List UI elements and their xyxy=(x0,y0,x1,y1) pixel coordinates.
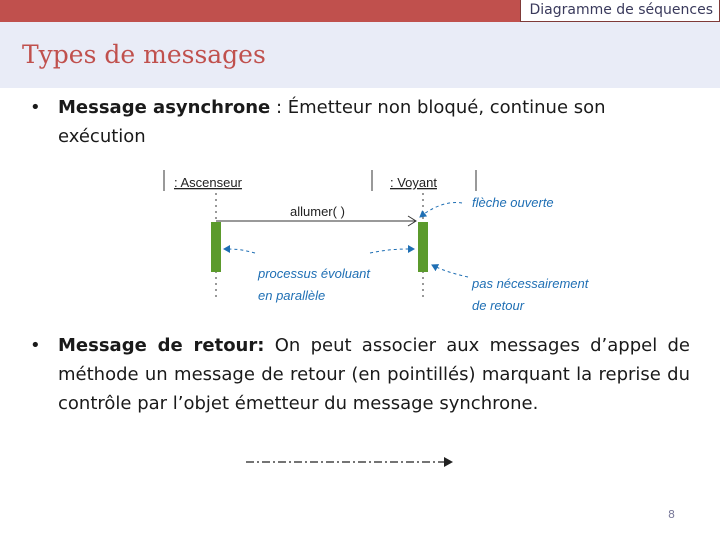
annotation-open-arrow: flèche ouverte xyxy=(472,195,554,210)
top-bar xyxy=(0,0,720,22)
annotation-not-needed-line1: pas nécessairement xyxy=(472,276,589,291)
slide-title: Types de messages xyxy=(22,40,266,69)
lifeline-ascenseur: : Ascenseur xyxy=(174,175,242,190)
bullet-marker: • xyxy=(30,97,41,118)
activation-bar-ascenseur xyxy=(211,222,221,272)
annotation-parallel-line2: en parallèle xyxy=(258,288,326,303)
activation-bar-voyant xyxy=(418,222,428,272)
lifeline-voyant: : Voyant xyxy=(390,175,437,190)
bullet-lead: Message asynchrone xyxy=(58,97,271,118)
annotation-parallel-line1: processus évoluant xyxy=(258,266,371,281)
bullet-asynchrone xyxy=(58,93,658,151)
annotation-arrow-parallel-right xyxy=(370,249,414,253)
bullet-body: On peut associer aux messages d’appel de méthode un message de retour (en pointillés) marquant la reprise du contrôle par l’objet émetteur du message synchrone. xyxy=(58,335,691,414)
bullet-lead: Message de retour: xyxy=(58,335,265,356)
message-label: allumer( ) xyxy=(290,204,345,219)
return-message-arrow xyxy=(240,452,460,472)
section-label: Diagramme de séquences xyxy=(520,0,720,22)
annotation-arrow-return xyxy=(432,265,468,277)
bullet-retour xyxy=(58,331,690,418)
annotation-arrow-open xyxy=(420,203,462,217)
sequence-diagram xyxy=(150,165,620,315)
annotation-arrow-parallel-left xyxy=(224,249,255,253)
page-number: 8 xyxy=(668,508,675,521)
return-arrowhead xyxy=(444,457,453,467)
bullet-marker: • xyxy=(30,335,41,356)
annotation-not-needed-line2: de retour xyxy=(472,298,525,313)
bullet-body: : Émetteur non bloqué, continue son exécution xyxy=(58,97,606,147)
